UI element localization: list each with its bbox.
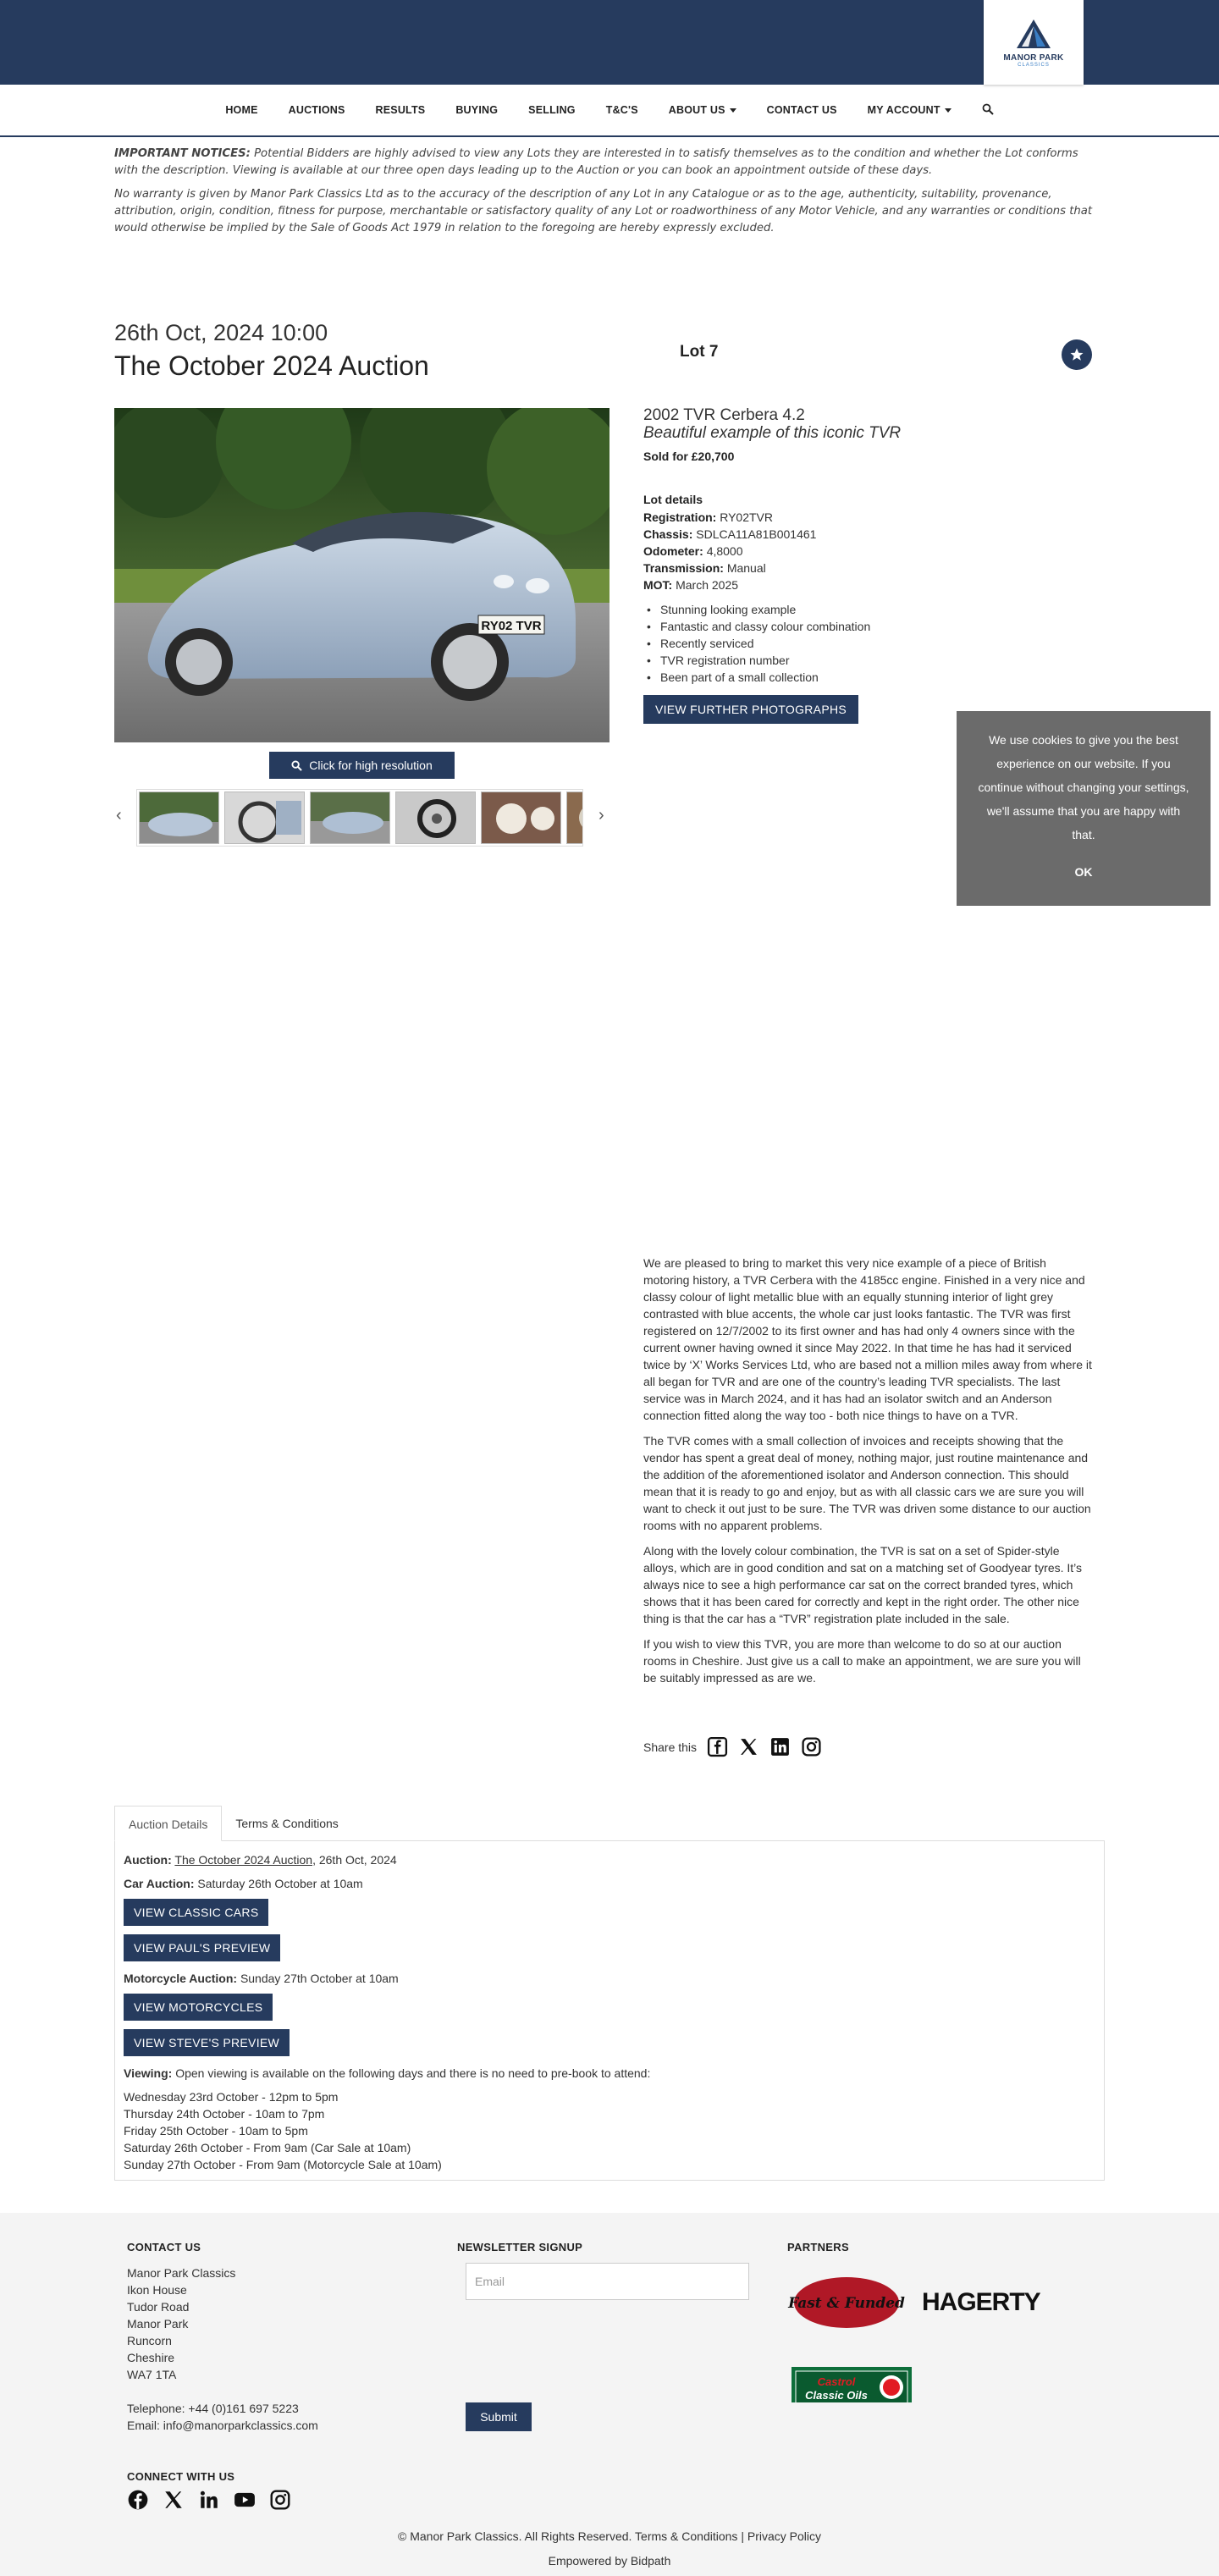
hagerty-logo[interactable]: HAGERTY [922,2288,1040,2316]
spec-mot [643,576,816,593]
lot-title: 2002 TVR Cerbera 4.2 [643,406,805,424]
nav-search[interactable] [967,103,1009,118]
viewing-row [124,2065,1095,2082]
tab-auction-details[interactable]: Auction Details [114,1806,222,1841]
spec-label: Registration: [643,510,717,524]
spec-registration [643,509,816,526]
share-bar [643,1736,822,1757]
address-line: Manor Park [127,2317,189,2331]
detail-label: Car Auction: [124,1877,195,1890]
nav-results[interactable]: RESULTS [375,104,426,116]
contact-email[interactable]: Email: info@manorparkclassics.com [127,2419,318,2432]
spacer [127,2383,318,2400]
car-photo [114,408,610,742]
star-icon [1069,347,1084,362]
spec-value: March 2025 [676,578,739,592]
thumbnail-carousel [114,789,610,848]
cookie-banner [957,711,1211,906]
chevron-right-icon[interactable]: › [598,806,604,825]
thumbnail[interactable] [139,792,219,844]
chevron-left-icon[interactable]: ‹ [116,806,122,825]
lot-specs [643,509,816,593]
logo-tag: CLASSICS [1018,62,1050,68]
tab-terms-conditions[interactable]: Terms & Conditions [235,1817,339,1830]
notice-heading: IMPORTANT NOTICES: [114,147,251,160]
partner-3-name-a: Castrol [817,2375,856,2388]
important-notices [114,146,1105,244]
lot-details-heading: Lot details [643,493,703,506]
nav-terms[interactable]: T&C'S [605,104,638,116]
copyright-text: © Manor Park Classics. All Rights Reserved. [398,2529,632,2543]
contact-address [127,2264,318,2434]
x-twitter-icon[interactable] [738,1736,759,1757]
nav-about-us[interactable] [654,104,752,116]
watch-star-button[interactable] [1062,339,1092,370]
address-line: Manor Park Classics [127,2266,236,2280]
caret-down-icon [945,108,951,113]
thumbnail[interactable] [224,792,305,844]
address-line: Tudor Road [127,2300,190,2314]
spec-value: 4,8000 [706,544,743,558]
instagram-icon[interactable] [269,2489,291,2511]
viewing-day: Thursday 24th October - 10am to 7pm [124,2107,325,2121]
thumbnail[interactable] [310,792,390,844]
detail-label: Auction: [124,1853,172,1867]
spec-value: RY02TVR [720,510,774,524]
motorcycles-wrap [124,1994,1095,2029]
spec-label: Odometer: [643,544,703,558]
caret-down-icon [730,108,736,113]
thumbnail[interactable] [481,792,561,844]
lot-subtitle: Beautiful example of this iconic TVR [643,424,902,442]
sold-price: Sold for £20,700 [643,450,735,463]
contact-phone[interactable]: Telephone: +44 (0)161 697 5223 [127,2402,299,2415]
main-nav [0,85,1219,137]
footer-terms-link[interactable]: Terms & Conditions [635,2529,738,2543]
contact-heading: CONTACT US [127,2241,201,2253]
lot-description [643,1255,1092,1695]
view-classic-cars-button[interactable]: VIEW CLASSIC CARS [124,1899,268,1926]
steve-preview-wrap [124,2029,1095,2065]
hires-label: Click for high resolution [309,758,433,772]
address-line: Runcorn [127,2334,172,2347]
newsletter-heading: NEWSLETTER SIGNUP [457,2241,583,2253]
list-item: • Recently serviced [660,635,870,652]
view-motorcycles-button[interactable]: VIEW MOTORCYCLES [124,1994,273,2021]
detail-label: Motorcycle Auction: [124,1972,238,1985]
main-car-image[interactable] [114,408,610,742]
nav-my-account[interactable] [852,104,967,116]
classic-cars-wrap [124,1899,1095,1934]
castrol-classic-oils-logo[interactable] [792,2367,912,2402]
search-icon [291,760,302,771]
detail-value: Saturday 26th October at 10am [197,1877,363,1890]
notice-2: No warranty is given by Manor Park Classics Ltd as to the accuracy of the description of any Lot in any Catalogue or as to the age, authenticity, suitability, provenance, attribution, origin, condition, fitness for purpose, merchantable or satisfactory quality of any Lot or roadworthiness of any Motor Vehicle, and any warranties or conditions that would otherwise be implied by the Sale of Goods Act 1979 in relation to the foregoing are hereby expressly excluded. [114,188,1092,234]
notice-1-text: Potential Bidders are highly advised to view any Lots they are interested in to satisfy themselves as to the condition and whether the Lot conforms with the description. Viewing is available at our three open days leading up to the Auction or you can book an appointment outside of these days. [114,147,1078,177]
address-line: Cheshire [127,2351,175,2364]
cookie-text: We use cookies to give you the best experience on our website. If you continue without changing your settings, we'll assume that you are happy with that. [978,733,1189,841]
number-plate: RY02 TVR [481,619,542,633]
spec-label: Chassis: [643,527,693,541]
thumbnail[interactable] [566,792,583,844]
facebook-icon[interactable] [707,1736,728,1757]
triangle-logo-icon [1015,18,1052,50]
motorcycle-auction-row [124,1970,1095,1987]
paul-preview-wrap [124,1934,1095,1970]
search-icon [982,103,994,115]
description-paragraph: We are pleased to bring to market this very nice example of a piece of British motoring history, a TVR Cerbera with the 4185cc engine. Finished in a very nice and classy colour of light metallic blue with an equally stunning interior of light grey contrasted with blue accents, the whole car just looks fantastic. The TVR was first registered on 12/7/2002 to its first owner and has had only 4 owners since with the current owner having owned it since May 2022. In that time he has had it serviced twice by ‘X’ Works Services Ltd, who are based not a million miles away from where it all began for TVR and are one of the country’s leading TVR specialists. The last service was in March 2024, and it has had an isolator switch and an Anderson connection fitted along the way too - both nice things to have on a TVR. [643,1256,1092,1422]
partner-logos-graphic [787,2259,1041,2402]
partner-1-name: Fast & Funded [788,2295,905,2312]
viewing-day: Friday 25th October - 10am to 5pm [124,2124,308,2137]
address-line: WA7 1TA [127,2368,177,2381]
auction-tabs [114,1806,352,1841]
thumbnail-row [136,789,583,847]
logo-name: MANOR PARK [1003,52,1064,63]
instagram-icon[interactable] [801,1736,822,1757]
viewing-day: Wednesday 23rd October - 12pm to 5pm [124,2090,339,2104]
auction-row [124,1851,1095,1868]
newsletter-submit-button[interactable]: Submit [466,2402,532,2431]
share-label: Share this [643,1740,698,1754]
nav-selling[interactable]: SELLING [528,104,576,116]
cookie-ok-button[interactable]: OK [1074,865,1093,879]
auction-title: The October 2024 Auction [114,350,429,381]
view-further-photos-button[interactable]: VIEW FURTHER PHOTOGRAPHS [643,695,858,724]
view-steves-preview-button[interactable]: VIEW STEVE'S PREVIEW [124,2029,290,2056]
spec-value: Manual [726,561,766,575]
powered-by[interactable]: Empowered by Bidpath [548,2554,671,2568]
linkedin-icon[interactable] [769,1736,791,1757]
nav-account-label: MY ACCOUNT [867,104,940,116]
feature-list [660,601,870,686]
list-item: • TVR registration number [660,652,870,669]
detail-value: Sunday 27th October at 10am [240,1972,399,1985]
spec-label: Transmission: [643,561,724,575]
auction-link[interactable]: The October 2024 Auction [174,1853,313,1867]
x-twitter-icon[interactable] [163,2489,185,2511]
high-resolution-button[interactable] [269,752,455,779]
description-paragraph: The TVR comes with a small collection of invoices and receipts showing that the vendor has spent a great deal of money, nothing major, just routine maintenance and the addition of the aforementioned isolator and Anderson connection. This should mean that it is ready to go and enjoy, but as with all classic cars we are sure you will want to check it out just to be sure. The TVR was driven some distance to our auction rooms with no apparent problems. [643,1434,1091,1532]
description-paragraph: Along with the lovely colour combination, the TVR is sat on a set of Spider-style alloys, which are in good condition and sat on a matching set of Goodyear tyres. It’s always nice to see a high performance car sat on the correct branded tyres, which shows that it has been cared for correctly and kept in the right order. The other nice thing is that the car has a “TVR” registration plate included in the sale. [643,1544,1083,1625]
fast-funded-logo[interactable] [787,2277,905,2328]
auction-date-text: , 26th Oct, 2024 [312,1853,397,1867]
car-auction-row [124,1875,1095,1892]
partner-3-name-b: Classic Oils [805,2389,868,2402]
nav-about-label: ABOUT US [668,104,725,116]
youtube-icon[interactable] [234,2489,256,2511]
list-item: • Stunning looking example [660,601,870,618]
auction-date: 26th Oct, 2024 10:00 [114,320,328,345]
facebook-icon[interactable] [127,2489,149,2511]
newsletter-email-input[interactable]: Email [466,2263,749,2300]
partners-heading: PARTNERS [787,2241,849,2253]
viewing-day: Sunday 27th October - From 9am (Motorcycle Sale at 10am) [124,2158,442,2171]
viewing-day: Saturday 26th October - From 9am (Car Sale at 10am) [124,2141,411,2154]
spec-label: MOT: [643,578,673,592]
spec-value: SDLCA11A81B001461 [696,527,817,541]
lot-number: Lot 7 [680,343,719,361]
list-item: • Been part of a small collection [660,669,870,686]
view-pauls-preview-button[interactable]: VIEW PAUL'S PREVIEW [124,1934,280,1961]
nav-contact-us[interactable]: CONTACT US [766,104,837,116]
spec-transmission [643,560,816,576]
detail-label: Viewing: [124,2066,173,2080]
address-line: Ikon House [127,2283,187,2297]
notice-1 [114,146,1105,179]
spec-chassis [643,526,816,543]
connect-heading: CONNECT WITH US [127,2470,235,2483]
description-paragraph: If you wish to view this TVR, you are more than welcome to do so at our auction rooms in Cheshire. Just give us a call to make an appointment, we are sure you will be suitably impressed as are we. [643,1637,1081,1685]
nav-home[interactable]: HOME [225,104,258,116]
detail-value: Open viewing is available on the following days and there is no need to pre-book to attend: [175,2066,651,2080]
copyright-bar [0,2529,1219,2543]
auction-details-panel [114,1840,1105,2181]
social-links [127,2489,291,2511]
spec-odometer [643,543,816,560]
partners-logos [787,2259,1041,2402]
footer-privacy-link[interactable]: Privacy Policy [747,2529,821,2543]
footer-separator: | [741,2529,744,2543]
site-logo[interactable] [984,0,1084,85]
linkedin-icon[interactable] [198,2489,220,2511]
nav-buying[interactable]: BUYING [455,104,499,116]
list-item: • Fantastic and classy colour combination [660,618,870,635]
thumbnail[interactable] [395,792,476,844]
nav-auctions[interactable]: AUCTIONS [288,104,345,116]
